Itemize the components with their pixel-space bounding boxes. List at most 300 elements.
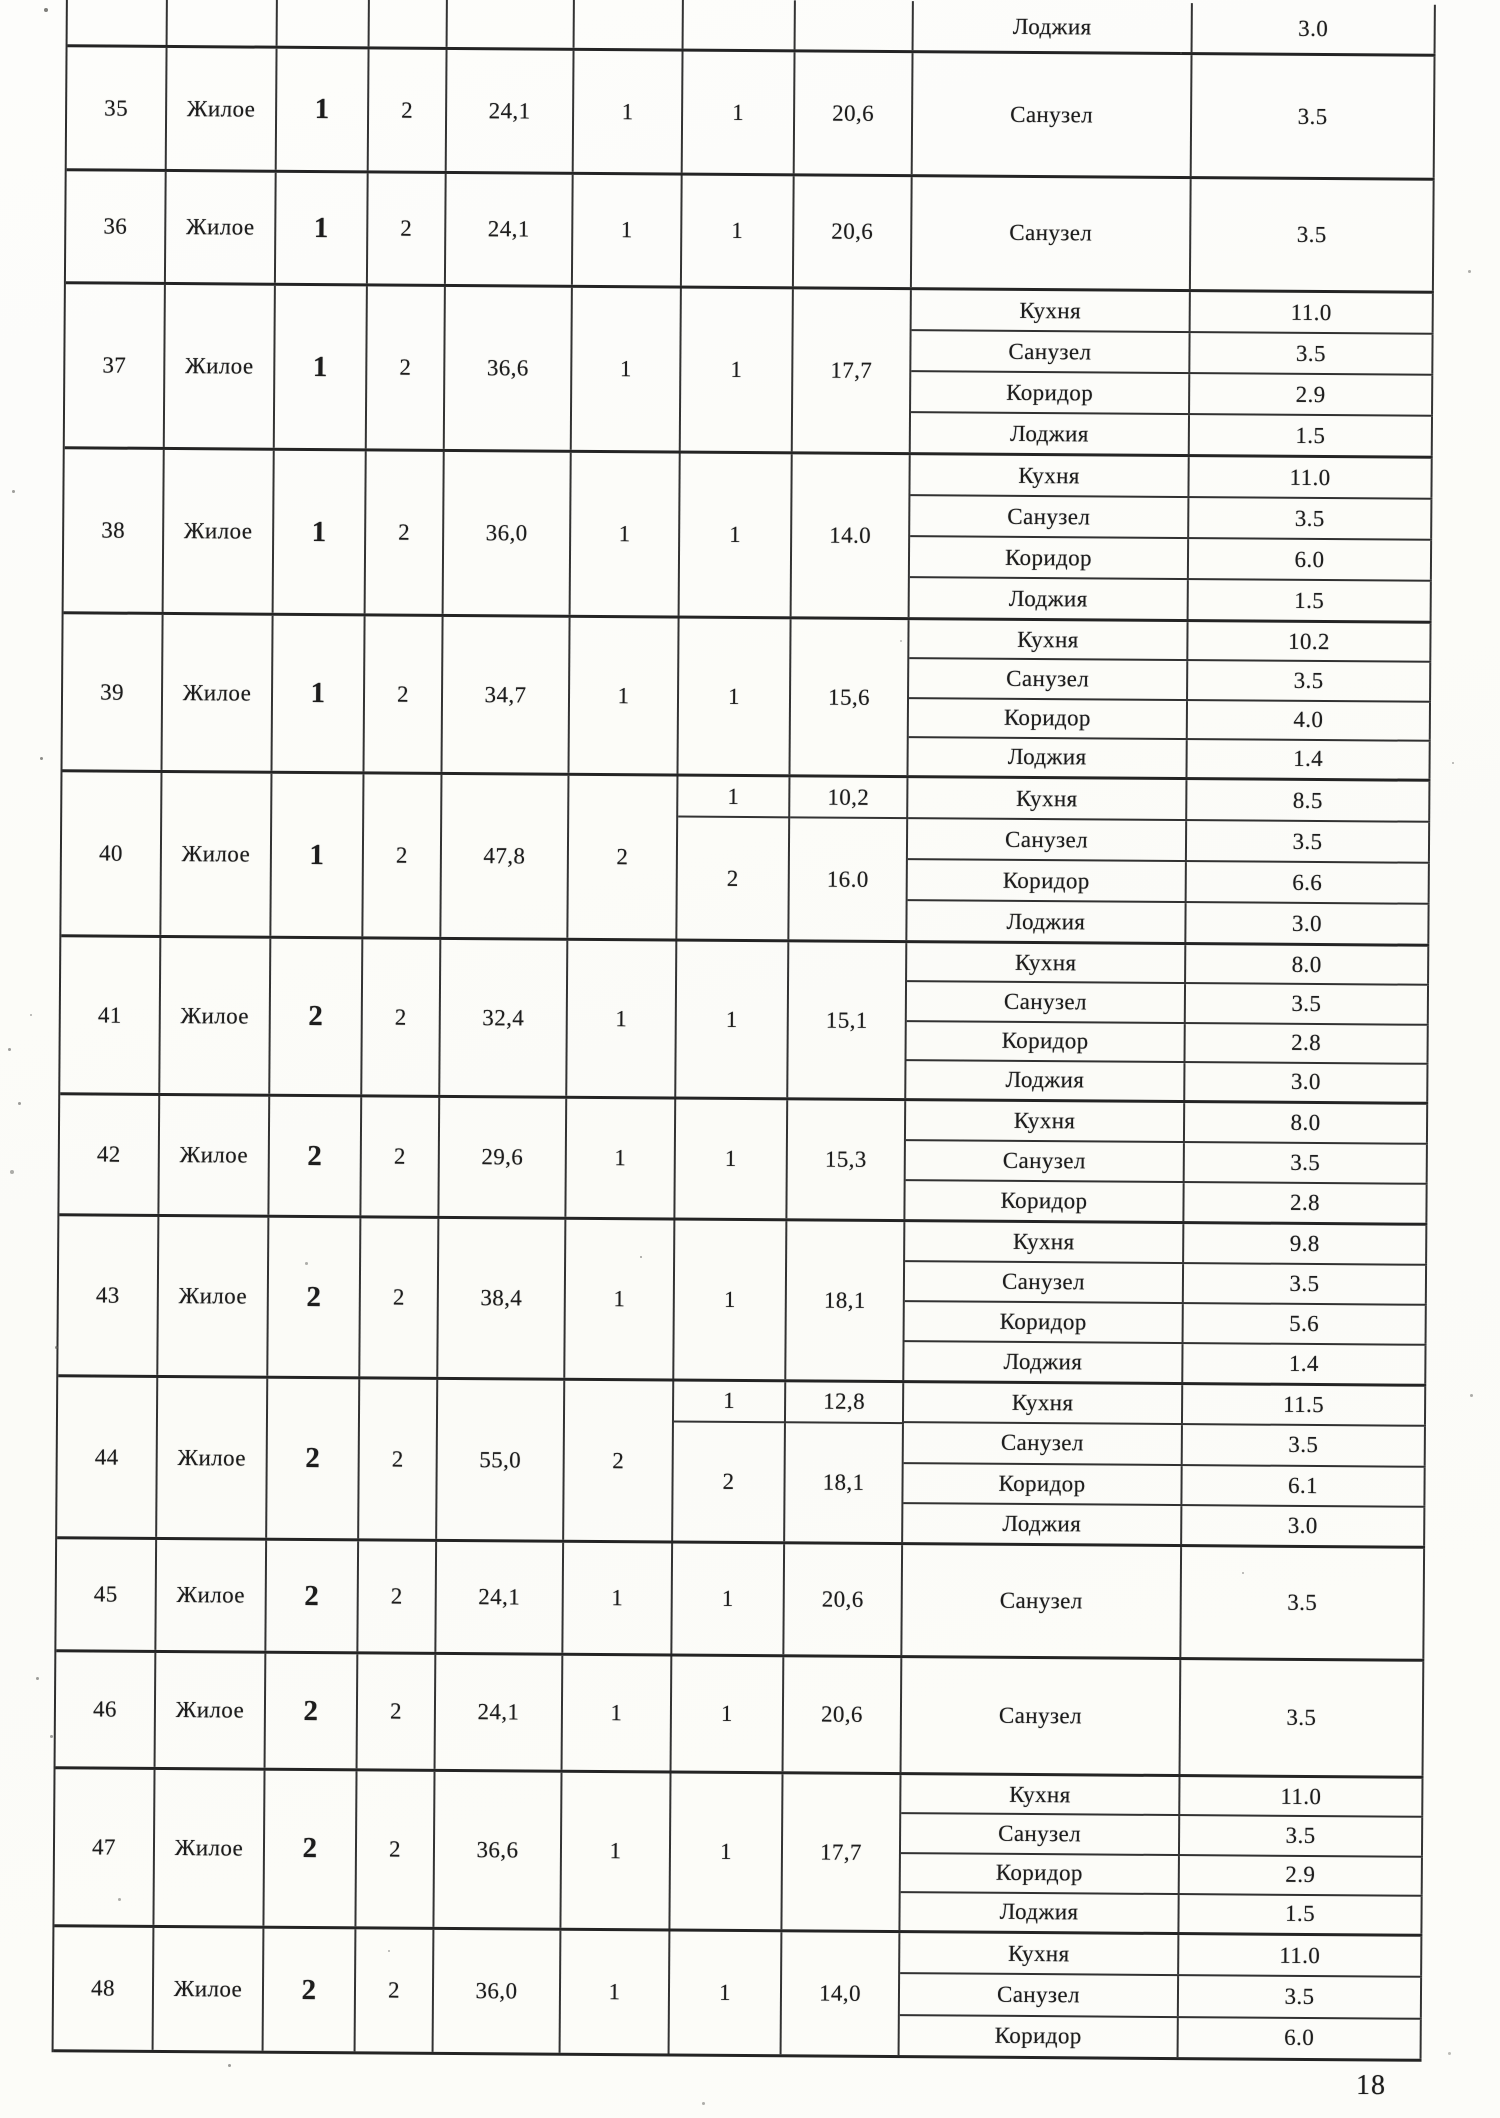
scan-speckle (36, 1677, 39, 1680)
room-area-cell: 3.5 (1191, 179, 1435, 291)
room-subrow (904, 1383, 1426, 1427)
room-name-cell: Кухня (909, 620, 1188, 659)
room-area-cell: 3.5 (1190, 333, 1433, 374)
cell-col4-value: 2 (359, 1379, 438, 1539)
room-name-cell: Коридор (901, 1854, 1180, 1893)
page-number: 18 (1356, 2070, 1386, 2101)
cell-total-area: 24,1 (446, 174, 574, 285)
room-name-cell: Коридор (911, 372, 1190, 413)
room-area-cell: 3.0 (1182, 1506, 1425, 1546)
cell-col4-value: 2 (358, 1654, 437, 1769)
cell-unit-number: 1 (678, 619, 791, 775)
apartment-row (56, 1652, 1425, 1779)
room-area-cell: 3.5 (1181, 1547, 1425, 1659)
cell-apartment-number: 39 (63, 614, 164, 770)
cell-col4-value: 2 (358, 1541, 437, 1652)
cell-unit-number: 1 (682, 176, 795, 287)
cell-purpose: Жилое (161, 773, 272, 936)
apartment-row (60, 937, 1429, 1105)
room-area-cell: 8.5 (1187, 780, 1430, 821)
room-name-cell: Коридор (903, 1464, 1182, 1504)
room-area-cell: 2.8 (1184, 1183, 1427, 1223)
room-area-cell: 11.5 (1183, 1385, 1426, 1425)
room-subrow (912, 177, 1435, 291)
room-subrow (905, 1302, 1427, 1346)
cell-col3-value: 1 (277, 49, 370, 171)
room-area-cell: 1.5 (1189, 580, 1432, 621)
room-subrow (907, 901, 1429, 944)
room-area-cell: 6.0 (1189, 539, 1432, 580)
room-subrow (907, 943, 1429, 986)
empty-cell (168, 0, 278, 46)
room-area-cell: 4.0 (1188, 701, 1431, 740)
scan-speckle (1468, 270, 1471, 273)
room-name-cell: Кухня (912, 290, 1191, 331)
cell-purpose: Жилое (164, 450, 275, 613)
cell-unit-living-area: 15,3 (787, 1100, 906, 1219)
room-name-cell: Лоджия (908, 738, 1187, 777)
cell-units-count: 1 (561, 1773, 671, 1929)
room-subrow (906, 1061, 1428, 1102)
cell-units-count: 1 (572, 288, 682, 451)
room-area-cell: 3.5 (1188, 661, 1431, 700)
cell-unit-number: 1 (674, 1221, 787, 1380)
room-area-cell: 2.8 (1186, 1024, 1429, 1063)
cell-unit-living-area: 17,7 (793, 289, 912, 452)
room-name-cell: Санузел (911, 331, 1190, 372)
room-area-cell: 3.5 (1180, 1816, 1423, 1855)
scan-speckle (8, 1048, 11, 1051)
cell-col4-value: 2 (362, 939, 441, 1095)
room-subrow (914, 1, 1436, 54)
cell-col4-value: 2 (361, 1097, 440, 1216)
cell-purpose: Жилое (158, 1217, 269, 1376)
rooms-stack (904, 1222, 1427, 1384)
cell-col3-value: 2 (269, 1097, 362, 1216)
explication-table (52, 0, 1436, 2062)
room-subrow (912, 290, 1434, 335)
room-subrow (910, 537, 1432, 582)
rooms-stack (902, 1658, 1425, 1776)
cell-unit-living-area: 10,2 (790, 777, 908, 819)
scan-speckle (640, 1256, 642, 1258)
room-name-cell: Санузел (907, 982, 1186, 1021)
cell-units-count: 1 (571, 453, 681, 616)
unit-area-stack (785, 1382, 904, 1542)
room-name-cell: Коридор (908, 860, 1187, 901)
cell-apartment-number: 38 (64, 449, 165, 612)
room-area-cell: 11.0 (1191, 292, 1434, 333)
room-subrow (910, 496, 1432, 541)
room-name-cell: Санузел (905, 1262, 1184, 1302)
cell-col4-value: 2 (367, 286, 446, 449)
room-subrow (909, 620, 1431, 663)
rooms-stack (908, 620, 1431, 779)
cell-col3-value: 1 (276, 173, 369, 284)
room-name-cell: Санузел (912, 177, 1192, 289)
cell-apartment-number: 42 (59, 1095, 160, 1214)
room-name-cell: Лоджия (911, 413, 1190, 454)
room-subrow (905, 1222, 1427, 1266)
cell-units-count: 1 (573, 175, 683, 286)
room-area-cell: 11.0 (1179, 1935, 1422, 1976)
scan-speckle (44, 8, 48, 12)
cell-units-count: 1 (567, 941, 677, 1097)
room-subrow (900, 1893, 1422, 1934)
cell-unit-number: 1 (670, 1774, 783, 1930)
room-name-cell: Коридор (905, 1302, 1184, 1342)
room-subrow (906, 1101, 1428, 1145)
room-name-cell: Лоджия (906, 1061, 1185, 1100)
room-subrow (904, 1423, 1426, 1467)
cell-unit-living-area: 18,1 (785, 1423, 904, 1542)
scan-speckle (30, 1014, 32, 1016)
cell-total-area: 36,0 (444, 452, 572, 615)
cell-purpose: Жилое (157, 1378, 268, 1538)
room-name-cell: Кухня (904, 1383, 1183, 1423)
cell-unit-living-area: 15,6 (790, 619, 909, 775)
room-area-cell: 3.0 (1186, 903, 1429, 944)
cell-col3-value: 2 (266, 1654, 359, 1769)
scan-speckle (1448, 2052, 1451, 2055)
room-subrow (904, 1342, 1426, 1384)
room-subrow (908, 860, 1430, 905)
room-subrow (900, 2016, 1422, 2059)
room-name-cell: Санузел (901, 1814, 1180, 1853)
cell-col3-value: 2 (264, 1929, 357, 2052)
scan-speckle (1242, 1572, 1244, 1574)
cell-col3-value: 1 (275, 286, 368, 449)
cell-col4-value: 2 (368, 173, 447, 284)
room-area-cell: 3.5 (1187, 821, 1430, 862)
room-subrow (903, 1464, 1425, 1508)
cell-col3-value: 1 (274, 451, 367, 614)
room-area-cell: 10.2 (1188, 622, 1431, 661)
cell-purpose: Жилое (159, 1096, 270, 1215)
cell-unit-living-area: 15,1 (788, 942, 907, 1098)
cell-unit-living-area: 20,6 (795, 52, 914, 174)
room-name-cell: Санузел (908, 819, 1187, 860)
cell-units-count: 1 (565, 1220, 675, 1379)
room-name-cell: Кухня (907, 943, 1186, 982)
scan-speckle (12, 490, 15, 493)
cell-col4-value: 2 (366, 451, 445, 614)
apartment-row (54, 1927, 1423, 2062)
cell-col4-value: 2 (356, 1771, 435, 1927)
apartment-row (64, 449, 1433, 624)
scan-speckle (10, 1170, 14, 1174)
rooms-stack (912, 177, 1435, 291)
room-area-cell: 9.8 (1184, 1224, 1427, 1264)
scan-speckle (702, 2102, 705, 2105)
room-area-cell: 6.0 (1179, 2018, 1422, 2059)
cell-units-count: 1 (563, 1656, 673, 1771)
scan-speckle (305, 1262, 308, 1265)
cell-col4-value: 2 (363, 774, 442, 937)
apartment-row (67, 47, 1436, 181)
room-area-cell: 5.6 (1184, 1304, 1427, 1344)
cell-unit-number: 1 (672, 1544, 785, 1655)
room-name-cell: Кухня (906, 1101, 1185, 1141)
room-name-cell: Санузел (909, 659, 1188, 698)
cell-unit-number: 1 (670, 1932, 783, 2055)
room-name-cell: Санузел (913, 53, 1193, 176)
room-subrow (908, 738, 1430, 779)
room-area-cell: 1.4 (1187, 740, 1430, 779)
room-name-cell: Лоджия (910, 578, 1189, 619)
room-subrow (911, 413, 1433, 456)
cell-purpose: Жилое (156, 1653, 267, 1768)
scan-speckle (55, 1346, 58, 1349)
apartment-row (61, 772, 1430, 947)
room-name-cell: Коридор (909, 699, 1188, 738)
room-name-cell: Лоджия (904, 1342, 1183, 1382)
apartment-row (66, 171, 1435, 294)
room-subrow (905, 1181, 1427, 1223)
room-name-cell: Коридор (905, 1181, 1184, 1221)
cell-apartment-number: 47 (54, 1769, 155, 1925)
cell-col3-value: 2 (270, 939, 363, 1095)
cell-unit-number: 1 (683, 52, 796, 174)
scan-speckle (388, 1950, 390, 1952)
room-area-cell: 3.5 (1186, 984, 1429, 1023)
cell-units-count: 1 (569, 618, 679, 774)
scan-speckle (118, 1898, 121, 1901)
rooms-stack (900, 1775, 1423, 1934)
room-name-cell: Коридор (910, 537, 1189, 578)
cell-apartment-number: 48 (54, 1927, 155, 2050)
room-area-cell: 3.5 (1181, 1660, 1425, 1776)
scan-speckle (40, 757, 43, 760)
cell-total-area: 24,1 (436, 1542, 564, 1653)
cell-units-count: 2 (564, 1381, 674, 1541)
room-name-cell: Лоджия (903, 1504, 1182, 1544)
cell-col3-value: 1 (271, 774, 364, 937)
cell-units-count: 2 (568, 776, 678, 939)
room-name-cell: Санузел (902, 1545, 1182, 1657)
cell-unit-living-area: 20,6 (784, 1544, 903, 1655)
room-name-cell: Кухня (908, 778, 1187, 819)
cell-units-count: 1 (566, 1099, 676, 1218)
room-subrow (900, 1933, 1422, 1978)
room-subrow (901, 1775, 1423, 1818)
room-name-cell: Санузел (906, 1141, 1185, 1181)
scan-speckle (228, 2064, 231, 2067)
cell-unit-living-area: 20,6 (794, 176, 913, 287)
cell-total-area: 34,7 (443, 617, 571, 773)
scan-speckle (1452, 762, 1454, 764)
cell-unit-living-area: 17,7 (782, 1774, 901, 1930)
scan-speckle (1180, 52, 1182, 54)
scan-speckle (1470, 1394, 1473, 1397)
room-subrow (908, 778, 1430, 823)
room-area-cell: 8.0 (1185, 1103, 1428, 1143)
cell-purpose: Жилое (167, 48, 278, 170)
cell-total-area: 38,4 (438, 1219, 566, 1378)
room-area-cell: 6.1 (1182, 1466, 1425, 1506)
empty-cell (68, 0, 168, 45)
cell-unit-number: 1 (676, 942, 789, 1098)
cell-purpose: Жилое (166, 172, 277, 283)
empty-cell (575, 0, 684, 49)
cell-col3-value: 2 (264, 1771, 357, 1927)
room-subrow (910, 578, 1432, 621)
cell-total-area: 36,6 (445, 287, 573, 450)
cell-total-area: 32,4 (440, 940, 568, 1096)
room-area-cell: 2.9 (1190, 374, 1433, 415)
room-name-cell: Кухня (905, 1222, 1184, 1262)
room-subrow (909, 659, 1431, 702)
cell-apartment-number: 37 (65, 284, 166, 447)
cell-unit-number: 1 (674, 1382, 786, 1423)
cell-col3-value: 1 (273, 616, 366, 772)
room-area-cell: 3.5 (1183, 1425, 1426, 1465)
room-subrow (901, 1854, 1423, 1897)
cell-units-count: 1 (563, 1543, 673, 1654)
rooms-stack (911, 290, 1434, 456)
room-area-cell: 3.5 (1185, 1143, 1428, 1183)
room-subrow (900, 1974, 1422, 2019)
cell-col4-value: 2 (369, 49, 448, 171)
room-area-cell: 8.0 (1186, 945, 1429, 984)
cell-unit-living-area: 20,6 (784, 1657, 903, 1772)
cell-unit-living-area: 16.0 (789, 819, 908, 941)
room-subrow (913, 53, 1436, 178)
room-area-cell: 1.5 (1190, 415, 1433, 456)
room-name-cell: Коридор (907, 1022, 1186, 1061)
room-name-cell: Санузел (910, 496, 1189, 537)
cell-apartment-number: 46 (56, 1652, 157, 1767)
room-area-cell: 3.0 (1185, 1063, 1428, 1102)
room-area-cell: 1.4 (1183, 1344, 1426, 1384)
cell-total-area: 24,1 (436, 1655, 564, 1770)
apartment-row (62, 614, 1431, 782)
cell-col4-value: 2 (365, 616, 444, 772)
room-subrow (905, 1262, 1427, 1306)
room-name-cell: Лоджия (907, 901, 1186, 942)
unit-area-stack (789, 777, 908, 940)
cell-purpose: Жилое (165, 285, 276, 448)
cell-col3-value: 2 (268, 1218, 361, 1377)
cell-unit-living-area: 14,0 (782, 1932, 901, 2055)
cell-unit-number: 1 (680, 454, 793, 617)
room-area-cell: 6.6 (1187, 862, 1430, 903)
cell-apartment-number: 35 (67, 47, 168, 169)
cell-col4-value: 2 (356, 1929, 435, 2052)
cell-unit-number: 2 (673, 1422, 786, 1541)
cell-purpose: Жилое (160, 938, 271, 1094)
room-subrow (907, 982, 1429, 1025)
apartment-row (65, 284, 1434, 459)
room-subrow (901, 1814, 1423, 1857)
room-subrow (902, 1658, 1425, 1776)
cell-apartment-number: 44 (57, 1377, 158, 1537)
cell-total-area: 47,8 (441, 775, 569, 938)
cell-unit-living-area: 14.0 (792, 454, 911, 617)
cell-units-count: 1 (561, 1931, 671, 2054)
empty-cell (278, 0, 370, 46)
empty-cell (684, 0, 796, 49)
cell-unit-living-area: 18,1 (786, 1221, 905, 1380)
room-area-cell: 1.5 (1179, 1895, 1422, 1934)
cell-unit-number: 1 (678, 777, 790, 819)
room-name-cell: Кухня (910, 455, 1189, 496)
room-subrow (906, 1141, 1428, 1185)
rooms-stack (903, 1383, 1426, 1546)
cell-purpose: Жилое (156, 1540, 267, 1651)
room-area-cell: 3.5 (1189, 498, 1432, 539)
room-subrow (909, 699, 1431, 742)
cell-units-count: 1 (574, 51, 684, 173)
cell-unit-number: 2 (677, 818, 790, 940)
room-name-cell: Лоджия (914, 1, 1193, 52)
unit-number-stack (677, 777, 790, 940)
cell-purpose: Жилое (154, 1928, 265, 2051)
scan-speckle (900, 640, 902, 642)
rooms-stack (907, 778, 1430, 944)
cell-apartment-number: 41 (60, 937, 161, 1093)
room-name-cell: Санузел (902, 1658, 1182, 1774)
empty-cell (448, 0, 575, 48)
room-area-cell: 2.9 (1180, 1856, 1423, 1895)
room-subrow (911, 372, 1433, 417)
cell-unit-number: 1 (672, 1657, 785, 1772)
cell-apartment-number: 43 (58, 1216, 159, 1375)
rooms-stack (910, 455, 1433, 621)
cell-unit-number: 1 (681, 289, 794, 452)
room-name-cell: Лоджия (900, 1893, 1179, 1932)
cell-purpose: Жилое (163, 615, 274, 771)
room-area-cell: 3.0 (1193, 3, 1436, 54)
room-subrow (910, 455, 1432, 500)
apartment-row (56, 1539, 1425, 1662)
room-subrow (911, 331, 1433, 376)
rooms-stack (905, 1101, 1428, 1223)
unit-number-stack (673, 1382, 786, 1542)
rooms-stack (900, 1933, 1423, 2059)
cell-unit-number: 1 (675, 1100, 788, 1219)
room-name-cell: Кухня (900, 1933, 1179, 1974)
cell-col4-value: 2 (360, 1218, 439, 1377)
cell-total-area: 36,0 (434, 1930, 562, 2053)
apartment-row (59, 1095, 1428, 1226)
scan-speckle (50, 1735, 53, 1738)
cell-total-area: 24,1 (447, 50, 575, 172)
cell-apartment-number: 36 (66, 171, 167, 282)
room-name-cell: Кухня (901, 1775, 1180, 1814)
room-area-cell: 3.5 (1179, 1976, 1422, 2017)
apartment-row (58, 1216, 1427, 1387)
rooms-stack (906, 943, 1429, 1102)
room-area-cell: 11.0 (1189, 457, 1432, 498)
scan-speckle (18, 1102, 21, 1105)
room-subrow (906, 1022, 1428, 1065)
empty-cell (796, 0, 914, 50)
room-name-cell: Санузел (900, 1974, 1179, 2015)
partial-rooms (914, 1, 1436, 54)
cell-unit-living-area: 12,8 (786, 1382, 904, 1423)
room-subrow (902, 1545, 1425, 1659)
room-area-cell: 11.0 (1180, 1777, 1423, 1816)
room-area-cell: 3.5 (1192, 55, 1436, 178)
cell-apartment-number: 40 (61, 772, 162, 935)
cell-col3-value: 2 (267, 1379, 360, 1539)
rooms-stack (913, 53, 1436, 178)
rooms-stack (902, 1545, 1425, 1659)
cell-total-area: 55,0 (437, 1380, 565, 1540)
room-subrow (903, 1504, 1425, 1546)
cell-total-area: 36,6 (434, 1772, 562, 1928)
